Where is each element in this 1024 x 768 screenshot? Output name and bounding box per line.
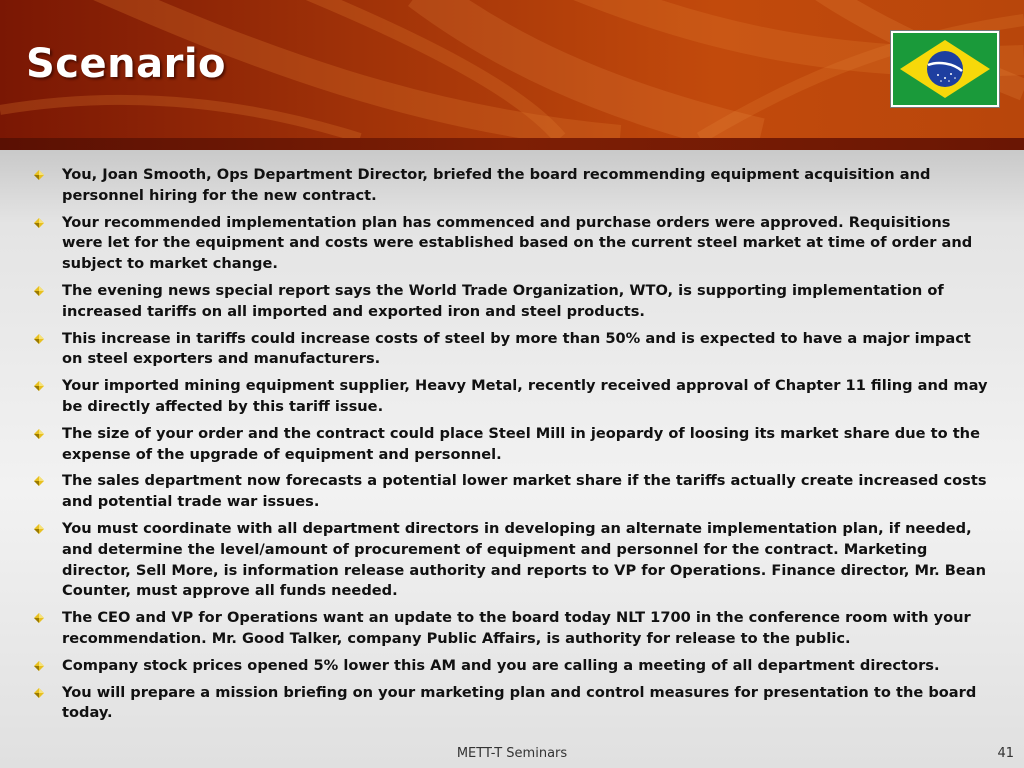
bullet-item: [34, 329, 994, 371]
bullet-text: Company stock prices opened 5% lower this AM and you are calling a meeting of all department directors.: [62, 656, 940, 674]
bullet-text: This increase in tariffs could increase costs of steel by more than 50% and is expected to have a major impact on steel exporters and manufacturers.: [62, 329, 971, 368]
bullet-item: [34, 683, 994, 725]
title-underline-band: [0, 138, 1024, 150]
slide-title: Scenario: [26, 41, 227, 87]
bullet-text: You will prepare a mission briefing on your marketing plan and control measures for presentation to the board today.: [62, 683, 977, 722]
title-banner: [0, 0, 1024, 138]
footer-text: METT-T Seminars: [456, 746, 568, 761]
scenario-bullet-list: [34, 165, 994, 730]
bullet-item: [34, 608, 994, 650]
diamond-bullet-icon: [34, 429, 44, 439]
bullet-item: [34, 519, 994, 602]
diamond-bullet-icon: [34, 286, 44, 296]
diamond-bullet-icon: [34, 381, 44, 391]
diamond-bullet-icon: [34, 688, 44, 698]
diamond-bullet-icon: [34, 661, 44, 671]
diamond-bullet-icon: [34, 524, 44, 534]
diamond-bullet-icon: [34, 613, 44, 623]
bullet-text: The CEO and VP for Operations want an update to the board today NLT 1700 in the conference room with your recommendation. Mr. Good Talker, company Public Affairs, is authority for release to the public.: [62, 609, 971, 647]
bullet-text: You, Joan Smooth, Ops Department Director, briefed the board recommending equipment acquisition and personnel hiring for the new contract.: [62, 166, 931, 204]
diamond-bullet-icon: [34, 218, 44, 228]
bullet-item: [34, 424, 994, 466]
bullet-item: [34, 213, 994, 275]
bullet-text: Your imported mining equipment supplier, Heavy Metal, recently received approval of Chapter 11 filing and may be directly affected by this tariff issue.: [62, 377, 988, 415]
bullet-text: The sales department now forecasts a potential lower market share if the tariffs actually create increased costs and potential trade war issues.: [62, 472, 987, 511]
bullet-text: Your recommended implementation plan has commenced and purchase orders were approved. Requisitions were let for the equipment and costs were established based on the current steel market at time of order and subject to market change.: [62, 213, 973, 273]
diamond-bullet-icon: [34, 170, 44, 180]
bullet-text: The evening news special report says the World Trade Organization, WTO, is supporting implementation of increased tariffs on all imported and exported iron and steel products.: [62, 281, 944, 320]
bullet-text: The size of your order and the contract could place Steel Mill in jeopardy of loosing its market share due to the expense of the upgrade of equipment and personnel.: [62, 424, 980, 463]
bullet-text: You must coordinate with all department directors in developing an alternate implementation plan, if needed, and determine the level/amount of procurement of equipment and personnel for the contract. Marketing director, Sell More, is information release authority and reports to VP for Operations. Finance director, Mr. Bean Counter, must approve all funds needed.: [62, 519, 987, 600]
brazil-flag-icon: [890, 30, 1000, 108]
diamond-bullet-icon: [34, 334, 44, 344]
bullet-item: [34, 281, 994, 323]
page-number: 41: [997, 746, 1014, 761]
bullet-item: [34, 656, 994, 677]
diamond-bullet-icon: [34, 476, 44, 486]
bullet-item: [34, 165, 994, 207]
bullet-item: [34, 376, 994, 418]
bullet-item: [34, 471, 994, 513]
